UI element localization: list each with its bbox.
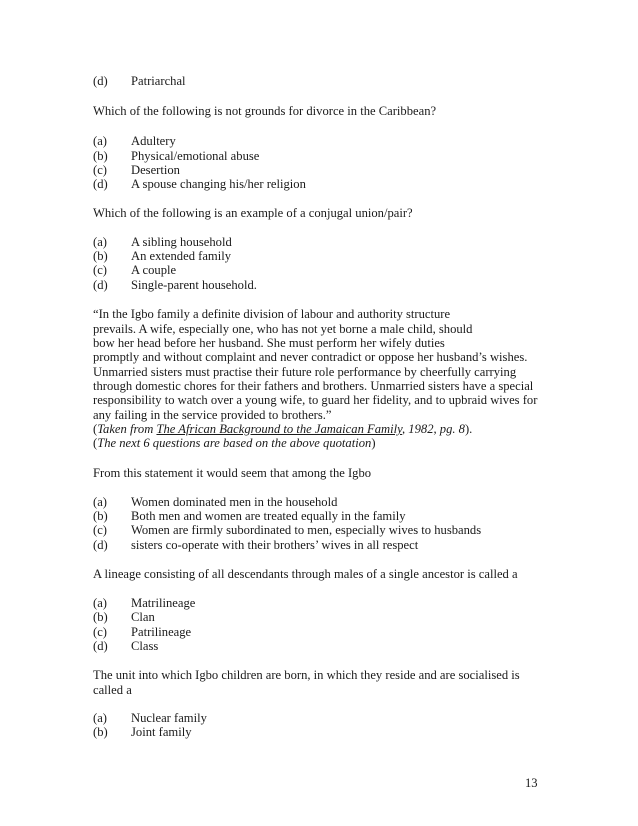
- option-letter: (a): [93, 495, 107, 509]
- quote-line: “In the Igbo family a definite division of labour and authority structure: [93, 307, 451, 321]
- option-d: [93, 538, 418, 553]
- option-letter: (d): [93, 639, 108, 653]
- option-d: [93, 177, 306, 192]
- option-text: Patriarchal: [131, 74, 186, 88]
- note-text: The next 6 questions are based on the above quotation: [97, 436, 372, 450]
- option-letter: (a): [93, 235, 107, 249]
- option-d: [93, 278, 257, 293]
- option-letter: (c): [93, 625, 107, 639]
- option-text: sisters co-operate with their brothers’ wives in all respect: [131, 538, 419, 552]
- option-letter: (d): [93, 538, 108, 552]
- question-text: From this statement it would seem that among the Igbo: [93, 466, 372, 480]
- option-text: Desertion: [131, 163, 180, 177]
- option-c: [93, 625, 191, 640]
- quote-line: bow her head before her husband. She must perform her wifely duties: [93, 336, 445, 350]
- quote-line: prevails. A wife, especially one, who has not yet borne a male child, should: [93, 322, 473, 336]
- option-text: A couple: [131, 263, 177, 277]
- option-text: Both men and women are treated equally in the family: [131, 509, 406, 523]
- source-suffix: , 1982, pg. 8: [402, 422, 465, 436]
- option-text: Women dominated men in the household: [131, 495, 338, 509]
- option-text: Adultery: [131, 134, 176, 148]
- option-letter: (d): [93, 278, 108, 292]
- question-text: The unit into which Igbo children are born, in which they reside and are socialised is: [93, 668, 520, 682]
- option-text: Physical/emotional abuse: [131, 149, 260, 163]
- option-text: Patrilineage: [131, 625, 192, 639]
- option-b: [93, 149, 259, 164]
- option-c: [93, 523, 481, 538]
- option-letter: (a): [93, 134, 107, 148]
- question-text: called a: [93, 683, 132, 697]
- option-b: [93, 509, 406, 524]
- paren: (: [93, 436, 98, 450]
- option-text: An extended family: [131, 249, 232, 263]
- option-text: Matrilineage: [131, 596, 196, 610]
- option-text: Class: [131, 639, 159, 653]
- option-text: A sibling household: [131, 235, 232, 249]
- question-text: Which of the following is not grounds for divorce in the Caribbean?: [93, 104, 437, 118]
- option-b: [93, 725, 192, 740]
- option-d: [93, 639, 158, 654]
- option-c: [93, 163, 180, 178]
- option-text: Nuclear family: [131, 711, 207, 725]
- option-a: [93, 495, 337, 510]
- option-letter: (b): [93, 725, 108, 739]
- option-letter: (b): [93, 249, 108, 263]
- option-b: [93, 610, 155, 625]
- option-letter: (c): [93, 163, 107, 177]
- source-prefix: Taken from: [97, 422, 157, 436]
- option-text: Women are firmly subordinated to men, especially wives to husbands: [131, 523, 482, 537]
- option-letter: (b): [93, 610, 108, 624]
- option-d: [93, 74, 186, 89]
- option-letter: (c): [93, 263, 107, 277]
- option-letter: (d): [93, 177, 108, 191]
- option-text: Single-parent household.: [131, 278, 257, 292]
- option-a: [93, 711, 207, 726]
- option-a: [93, 596, 195, 611]
- quote-line: responsibility to watch over a young wife, to guard her fidelity, and to upbraid wives for: [93, 393, 538, 407]
- option-letter: (b): [93, 149, 108, 163]
- option-letter: (a): [93, 596, 107, 610]
- option-c: [93, 263, 176, 278]
- quote-line: promptly and without complaint and never contradict or oppose her husband’s wishes.: [93, 350, 528, 364]
- paren: ).: [464, 422, 473, 436]
- option-letter: (a): [93, 711, 107, 725]
- option-b: [93, 249, 231, 264]
- paren: (: [93, 422, 98, 436]
- option-text: Joint family: [131, 725, 192, 739]
- quote-line: through domestic chores for their fathers and brothers. Unmarried sisters have a special: [93, 379, 534, 393]
- source-title: The African Background to the Jamaican Family: [156, 422, 402, 436]
- option-letter: (c): [93, 523, 107, 537]
- option-letter: (d): [93, 74, 108, 88]
- paren: ): [371, 436, 376, 450]
- quote-note: [93, 436, 376, 451]
- option-a: [93, 235, 232, 250]
- option-letter: (b): [93, 509, 108, 523]
- option-a: [93, 134, 176, 149]
- quote-line: Unmarried sisters must practise their future role performance by cheerfully carrying: [93, 365, 517, 379]
- question-text: Which of the following is an example of a conjugal union/pair?: [93, 206, 413, 220]
- option-text: Clan: [131, 610, 155, 624]
- question-text: A lineage consisting of all descendants through males of a single ancestor is called a: [93, 567, 518, 581]
- option-text: A spouse changing his/her religion: [131, 177, 306, 191]
- quote-source: [93, 422, 472, 437]
- page-number: 13: [525, 776, 538, 790]
- quote-line: any failing in the service provided to brothers.”: [93, 408, 332, 422]
